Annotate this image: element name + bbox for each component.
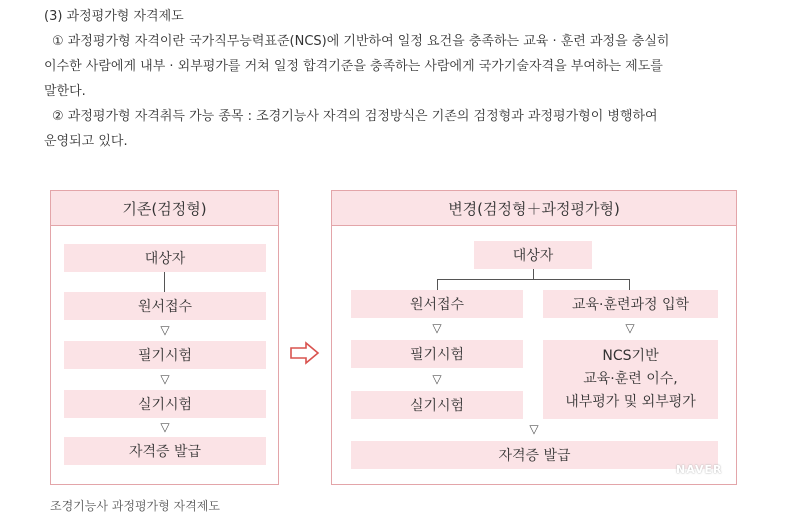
branch-connector-right [629, 279, 630, 290]
paragraph-1-line-3: 말한다. [44, 84, 86, 99]
diagram-existing-title: 기존(검정형) [51, 191, 278, 226]
figure-caption: 조경기능사 과정평가형 자격제도 [50, 499, 220, 513]
paragraph-1-line-2: 이수한 사람에게 내부 · 외부평가를 거쳐 일정 합격기준을 충족하는 사람에게 국가기술자격을 부여하는 제도를 [44, 59, 663, 74]
down-triangle-icon: ▽ [160, 372, 170, 386]
changed-step-application: 원서접수 [351, 290, 523, 318]
paragraph-2-line-1: ② 과정평가형 자격취득 가능 종목 : 조경기능사 자격의 검정방식은 기존의 검정형과 과정평가형이 병행하여 [52, 109, 658, 124]
changed-step-practical-exam: 실기시험 [351, 391, 523, 419]
down-triangle-icon: ▽ [432, 372, 442, 386]
existing-step-application: 원서접수 [64, 292, 266, 320]
down-triangle-icon: ▽ [160, 323, 170, 337]
down-triangle-icon: ▽ [529, 422, 539, 436]
changed-step-written-exam: 필기시험 [351, 340, 523, 368]
diagram-changed-title: 변경(검정형＋과정평가형) [332, 191, 736, 226]
down-triangle-icon: ▽ [432, 321, 442, 335]
ncs-training-line-3: 내부평가 및 외부평가 [565, 394, 696, 410]
diagram-existing-box [50, 190, 279, 485]
changed-step-certificate: 자격증 발급 [351, 441, 718, 469]
existing-step-certificate: 자격증 발급 [64, 437, 266, 465]
paragraph-1-line-1: ① 과정평가형 자격이란 국가직무능력표준(NCS)에 기반하여 일정 요건을 충족하는 교육 · 훈련 과정을 충실히 [52, 34, 670, 49]
down-triangle-icon: ▽ [160, 420, 170, 434]
diagram-changed-box [331, 190, 737, 485]
ncs-training-line-2: 교육·훈련 이수, [583, 371, 678, 387]
existing-step-written-exam: 필기시험 [64, 341, 266, 369]
paragraph-2-line-2: 운영되고 있다. [44, 134, 128, 149]
naver-watermark: NAVER [676, 463, 723, 476]
ncs-training-line-1: NCS기반 [602, 348, 659, 364]
hollow-right-arrow-icon [289, 341, 321, 365]
branch-connector-vertical [533, 269, 534, 279]
changed-step-ncs-training [543, 340, 718, 419]
branch-connector-horizontal [437, 279, 630, 280]
changed-root-target: 대상자 [474, 241, 592, 269]
section-heading: (3) 과정평가형 자격제도 [44, 9, 184, 24]
down-triangle-icon: ▽ [625, 321, 635, 335]
branch-connector-left [437, 279, 438, 290]
existing-step-practical-exam: 실기시험 [64, 390, 266, 418]
existing-connector-line [164, 272, 165, 292]
existing-step-target: 대상자 [64, 244, 266, 272]
changed-step-training-entry: 교육·훈련과정 입학 [543, 290, 718, 318]
